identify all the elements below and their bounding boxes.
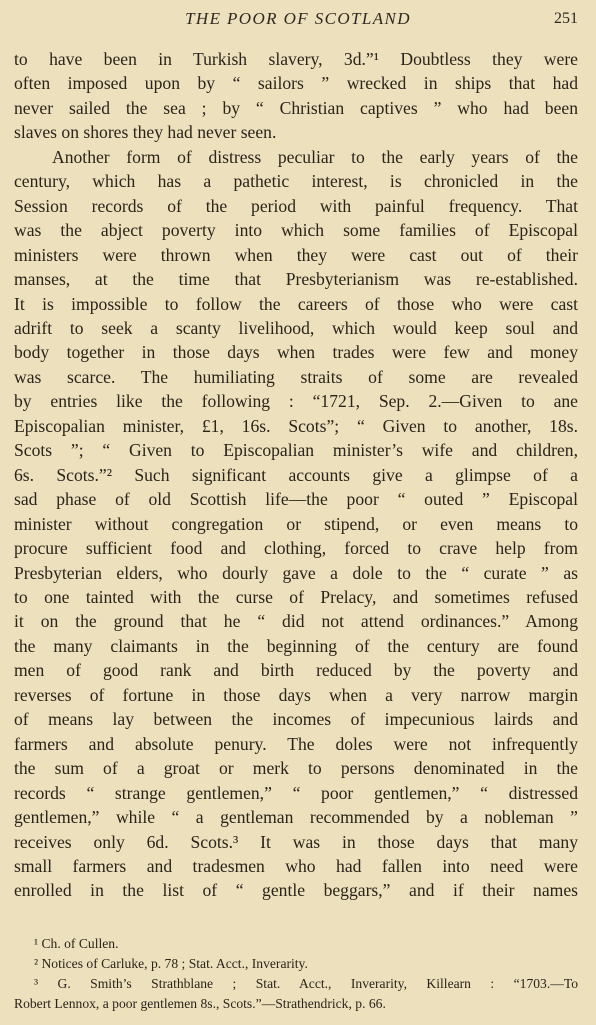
text-line: body together in those days when trades were few and money [14, 342, 578, 363]
text-line: It is impossible to follow the careers of those who were cast [14, 293, 578, 314]
text-line: men of good rank and birth reduced by the poverty and [14, 660, 578, 681]
text-line: records “ strange gentlemen,” “ poor gentlemen,” “ distressed [14, 782, 578, 803]
text-line: of means lay between the incomes of impecunious lairds and [14, 709, 578, 730]
text-line: it on the ground that he “ did not attend ordinances.” Among [14, 611, 578, 632]
text-line: receives only 6d. Scots.³ It was in those days that many [14, 831, 578, 852]
running-title: THE POOR OF SCOTLAND [185, 9, 411, 28]
footnote-3-continued: Robert Lennox, a poor gentlemen 8s., Scots.”—Strathendrick, p. 66. [14, 996, 386, 1011]
footnote-2: ² Notices of Carluke, p. 78 ; Stat. Acct., Inverarity. [34, 956, 308, 971]
footnote-3: ³ G. Smith’s Strathblane ; Stat. Acct., Inverarity, Killearn : “1703.—To [34, 976, 578, 991]
text-line: the sum of a groat or merk to persons denominated in the [14, 758, 578, 779]
text-line: procure sufficient food and clothing, forced to crave help from [14, 538, 578, 559]
text-line: Episcopalian minister, £1, 16s. Scots”; “ Given to another, 18s. [14, 415, 578, 436]
text-line: by entries like the following : “1721, Sep. 2.—Given to ane [14, 391, 578, 412]
text-line: century, which has a pathetic interest, is chronicled in the [14, 171, 578, 192]
footnotes [14, 934, 578, 1014]
text-line: Session records of the period with painful frequency. That [14, 195, 578, 216]
text-line: Scots ”; “ Given to Episcopalian minister’s wife and children, [14, 440, 578, 461]
text-line: enrolled in the list of “ gentle beggars,” and if their names [14, 880, 578, 901]
text-line: the many claimants in the beginning of the century are found [14, 635, 578, 656]
text-line: sad phase of old Scottish life—the poor “ outed ” Episcopal [14, 489, 578, 510]
text-line: adrift to seek a scanty livelihood, which would keep soul and [14, 317, 578, 338]
text-line: slaves on shores they had never seen. [14, 122, 277, 143]
text-line: reverses of fortune in those days when a very narrow margin [14, 684, 578, 705]
page-number: 251 [554, 10, 578, 27]
text-line: 6s. Scots.”² Such significant accounts give a glimpse of a [14, 464, 578, 485]
text-line: was the abject poverty into which some families of Episcopal [14, 220, 578, 241]
body-text [14, 47, 578, 903]
footnote-1: ¹ Ch. of Cullen. [34, 936, 119, 951]
text-line: Another form of distress peculiar to the early years of the [52, 146, 578, 167]
text-line: farmers and absolute penury. The doles were not infrequently [14, 733, 578, 754]
text-line: never sailed the sea ; by “ Christian captives ” who had been [14, 97, 578, 118]
text-line: often imposed upon by “ sailors ” wrecked in ships that had [14, 73, 578, 94]
text-line: Presbyterian elders, who dourly gave a dole to the “ curate ” as [14, 562, 578, 583]
text-line: manses, at the time that Presbyterianism was re-established. [14, 269, 578, 290]
text-line: minister without congregation or stipend, or even means to [14, 513, 578, 534]
page-header [0, 9, 596, 33]
text-line: ministers were thrown when they were cast out of their [14, 244, 578, 265]
text-line: small farmers and tradesmen who had fallen into need were [14, 855, 578, 876]
text-line: was scarce. The humiliating straits of some are revealed [14, 366, 578, 387]
text-line: gentlemen,” while “ a gentleman recommended by a nobleman ” [14, 807, 578, 828]
text-line: to one tainted with the curse of Prelacy, and sometimes refused [14, 586, 578, 607]
text-line: to have been in Turkish slavery, 3d.”¹ Doubtless they were [14, 49, 578, 69]
